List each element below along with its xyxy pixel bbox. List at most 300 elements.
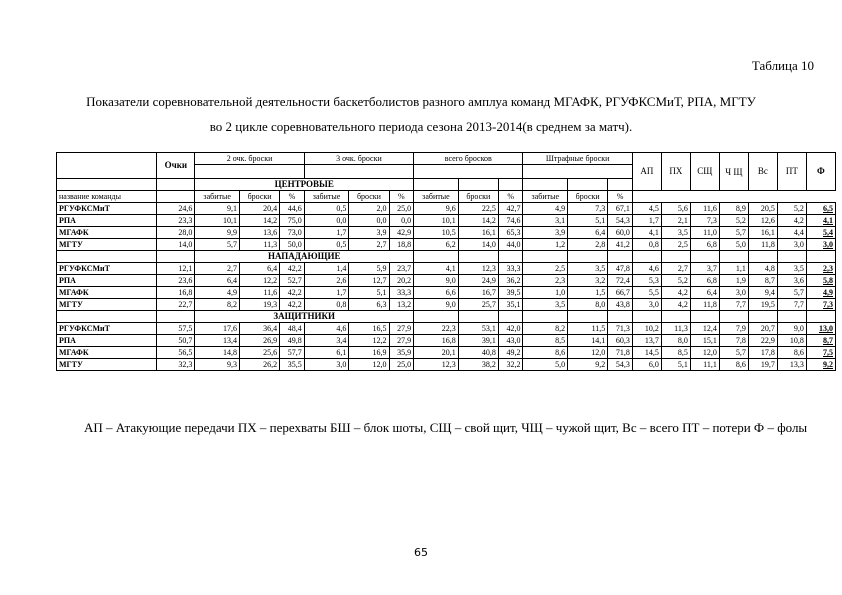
value-cell: 8,0 (661, 335, 690, 347)
value-cell: 43,8 (608, 299, 633, 311)
header-empty-cell (57, 153, 157, 179)
subheader-made: забитые (414, 191, 459, 203)
value-cell: 1,7 (304, 227, 349, 239)
value-cell: 0,0 (389, 215, 414, 227)
value-cell: 9,1 (195, 203, 240, 215)
section-empty-cell (458, 251, 498, 263)
header-px: ПХ (661, 153, 690, 191)
value-cell: 8,7 (806, 335, 835, 347)
section-empty-cell (690, 251, 719, 263)
table-row (57, 227, 836, 239)
value-cell: 13,3 (777, 359, 806, 371)
table-row (57, 359, 836, 371)
section-empty-cell (57, 311, 157, 323)
section-empty-cell (414, 311, 459, 323)
value-cell: 5,7 (195, 239, 240, 251)
section-empty-cell (632, 251, 661, 263)
value-cell: 7,5 (806, 347, 835, 359)
value-cell: 49,2 (498, 347, 523, 359)
section-empty-cell (568, 311, 608, 323)
value-cell: 35,5 (280, 359, 305, 371)
value-cell: 11,8 (690, 299, 719, 311)
value-cell: 14,8 (195, 347, 240, 359)
value-cell: 13,7 (632, 335, 661, 347)
value-cell: 2,3 (523, 275, 568, 287)
value-cell: 44,0 (498, 239, 523, 251)
value-cell: 16,1 (458, 227, 498, 239)
value-cell: 25,6 (239, 347, 279, 359)
team-name-cell: РПА (57, 275, 157, 287)
section-empty-cell (608, 251, 633, 263)
subheader-attempts: броски (239, 191, 279, 203)
value-cell: 38,2 (458, 359, 498, 371)
team-name-cell: МГТУ (57, 239, 157, 251)
table-row (57, 203, 836, 215)
value-cell: 20,2 (389, 275, 414, 287)
value-cell: 6,4 (239, 263, 279, 275)
section-empty-cell (719, 251, 748, 263)
value-cell: 5,2 (719, 215, 748, 227)
value-cell: 2,1 (661, 215, 690, 227)
section-empty-cell (661, 251, 690, 263)
table-row (57, 239, 836, 251)
value-cell: 42,2 (280, 263, 305, 275)
value-cell: 6,8 (690, 275, 719, 287)
value-cell: 5,0 (523, 359, 568, 371)
value-cell: 4,4 (777, 227, 806, 239)
value-cell: 11,6 (239, 287, 279, 299)
value-cell: 7,8 (719, 335, 748, 347)
value-cell: 1,5 (568, 287, 608, 299)
value-cell: 9,9 (195, 227, 240, 239)
value-cell: 25,7 (458, 299, 498, 311)
value-cell: 2,5 (523, 263, 568, 275)
section-empty-cell (498, 251, 523, 263)
value-cell: 50,0 (280, 239, 305, 251)
value-cell: 18,8 (389, 239, 414, 251)
value-cell: 3,0 (806, 239, 835, 251)
value-cell: 8,7 (748, 275, 777, 287)
value-cell: 3,5 (777, 263, 806, 275)
team-name-cell: РПА (57, 215, 157, 227)
value-cell: 6,6 (414, 287, 459, 299)
value-cell: 11,0 (690, 227, 719, 239)
value-cell: 12,2 (349, 335, 389, 347)
value-cell: 14,2 (458, 215, 498, 227)
abbreviation-legend: АП – Атакующие передачи ПХ – перехваты БШ – блок шоты, СЩ – свой щит, ЧЩ – чужой щит, Вс – всего ПТ – потери Ф – фолы (84, 420, 808, 435)
value-cell: 42,7 (498, 203, 523, 215)
value-cell: 14,0 (458, 239, 498, 251)
section-empty-cell (458, 311, 498, 323)
value-cell: 8,5 (661, 347, 690, 359)
section-empty-cell (458, 179, 498, 191)
value-cell: 71,3 (608, 323, 633, 335)
value-cell: 75,0 (280, 215, 305, 227)
value-cell: 12,1 (157, 263, 195, 275)
value-cell: 6,4 (690, 287, 719, 299)
value-cell: 5,0 (719, 239, 748, 251)
value-cell: 3,0 (719, 287, 748, 299)
team-name-cell: МГТУ (57, 359, 157, 371)
value-cell: 1,9 (719, 275, 748, 287)
section-empty-cell (608, 311, 633, 323)
value-cell: 20,1 (414, 347, 459, 359)
value-cell: 10,2 (632, 323, 661, 335)
table-row (57, 215, 836, 227)
section-empty-cell (690, 311, 719, 323)
value-cell: 13,0 (806, 323, 835, 335)
value-cell: 3,5 (661, 227, 690, 239)
value-cell: 22,3 (414, 323, 459, 335)
value-cell: 3,1 (523, 215, 568, 227)
subheader-made: забитые (195, 191, 240, 203)
header-spacer (523, 165, 632, 179)
value-cell: 5,6 (661, 203, 690, 215)
value-cell: 9,0 (414, 275, 459, 287)
value-cell: 4,2 (777, 215, 806, 227)
value-cell: 13,4 (195, 335, 240, 347)
section-empty-cell (498, 311, 523, 323)
value-cell: 8,2 (195, 299, 240, 311)
section-empty-cell (806, 311, 835, 323)
section-empty-cell (414, 179, 459, 191)
header-row-top (57, 153, 836, 165)
value-cell: 2,8 (568, 239, 608, 251)
value-cell: 4,6 (304, 323, 349, 335)
value-cell: 14,2 (239, 215, 279, 227)
value-cell: 23,3 (157, 215, 195, 227)
value-cell: 2,7 (349, 239, 389, 251)
value-cell: 6,8 (690, 239, 719, 251)
value-cell: 23,6 (157, 275, 195, 287)
section-empty-cell (523, 179, 568, 191)
value-cell: 4,1 (632, 227, 661, 239)
value-cell: 27,9 (389, 323, 414, 335)
section-empty-cell (632, 311, 661, 323)
value-cell: 42,2 (280, 287, 305, 299)
value-cell: 8,6 (523, 347, 568, 359)
value-cell: 36,4 (239, 323, 279, 335)
subheader-attempts: броски (568, 191, 608, 203)
value-cell: 4,2 (661, 287, 690, 299)
value-cell: 10,1 (195, 215, 240, 227)
header-spacer (414, 165, 523, 179)
value-cell: 6,4 (195, 275, 240, 287)
value-cell: 12,6 (748, 215, 777, 227)
value-cell: 60,0 (608, 227, 633, 239)
section-empty-cell (661, 311, 690, 323)
value-cell: 8,2 (523, 323, 568, 335)
value-cell: 12,2 (239, 275, 279, 287)
section-empty-cell (498, 179, 523, 191)
subheader-row (57, 191, 836, 203)
value-cell: 47,8 (608, 263, 633, 275)
value-cell: 11,1 (690, 359, 719, 371)
value-cell: 14,5 (632, 347, 661, 359)
value-cell: 14,1 (568, 335, 608, 347)
section-empty-cell (748, 311, 777, 323)
value-cell: 12,3 (458, 263, 498, 275)
value-cell: 26,9 (239, 335, 279, 347)
team-name-cell: РПА (57, 335, 157, 347)
value-cell: 3,4 (304, 335, 349, 347)
value-cell: 54,3 (608, 359, 633, 371)
table-row (57, 323, 836, 335)
table-title-line2: во 2 цикле соревновательного периода сезона 2013-2014(в среднем за матч). (209, 119, 633, 134)
section-empty-cell (157, 251, 195, 263)
value-cell: 32,3 (157, 359, 195, 371)
value-cell: 11,3 (239, 239, 279, 251)
value-cell: 4,9 (523, 203, 568, 215)
value-cell: 8,0 (568, 299, 608, 311)
value-cell: 9,6 (414, 203, 459, 215)
section-empty-cell (568, 251, 608, 263)
header-team-name: название команды (57, 191, 157, 203)
subheader-pct: % (498, 191, 523, 203)
value-cell: 16,1 (748, 227, 777, 239)
value-cell: 5,8 (806, 275, 835, 287)
header-three-pt: 3 очк. броски (304, 153, 413, 165)
table-row (57, 263, 836, 275)
team-name-cell: МГАФК (57, 287, 157, 299)
value-cell: 8,9 (719, 203, 748, 215)
value-cell: 1,2 (523, 239, 568, 251)
value-cell: 20,7 (748, 323, 777, 335)
section-empty-cell (777, 311, 806, 323)
value-cell: 3,5 (568, 263, 608, 275)
value-cell: 20,5 (748, 203, 777, 215)
header-vs: Вс (748, 153, 777, 191)
value-cell: 73,0 (280, 227, 305, 239)
header-spacer (304, 165, 413, 179)
value-cell: 74,6 (498, 215, 523, 227)
section-row (57, 251, 836, 263)
team-name-cell: РГУФКСМиТ (57, 203, 157, 215)
value-cell: 26,2 (239, 359, 279, 371)
value-cell: 19,3 (239, 299, 279, 311)
value-cell: 0,8 (632, 239, 661, 251)
value-cell: 9,2 (806, 359, 835, 371)
value-cell: 3,0 (777, 239, 806, 251)
value-cell: 5,2 (777, 203, 806, 215)
value-cell: 12,0 (349, 359, 389, 371)
section-title: НАПАДАЮЩИЕ (195, 251, 414, 263)
value-cell: 2,3 (806, 263, 835, 275)
value-cell: 5,1 (349, 287, 389, 299)
value-cell: 12,3 (414, 359, 459, 371)
section-empty-cell (806, 251, 835, 263)
team-name-cell: РГУФКСМиТ (57, 323, 157, 335)
value-cell: 6,3 (349, 299, 389, 311)
value-cell: 33,3 (498, 263, 523, 275)
value-cell: 17,6 (195, 323, 240, 335)
value-cell: 5,2 (661, 275, 690, 287)
value-cell: 66,7 (608, 287, 633, 299)
value-cell: 6,4 (568, 227, 608, 239)
value-cell: 39,1 (458, 335, 498, 347)
subheader-attempts: броски (458, 191, 498, 203)
section-empty-cell (748, 251, 777, 263)
value-cell: 15,1 (690, 335, 719, 347)
section-empty-cell (57, 179, 157, 191)
team-name-cell: МГТУ (57, 299, 157, 311)
value-cell: 8,6 (777, 347, 806, 359)
value-cell: 42,2 (280, 299, 305, 311)
value-cell: 22,5 (458, 203, 498, 215)
value-cell: 72,4 (608, 275, 633, 287)
page-number: 65 (414, 546, 428, 559)
value-cell: 5,7 (777, 287, 806, 299)
value-cell: 19,7 (748, 359, 777, 371)
value-cell: 0,0 (304, 215, 349, 227)
value-cell: 22,7 (157, 299, 195, 311)
value-cell: 5,7 (719, 227, 748, 239)
value-cell: 8,5 (523, 335, 568, 347)
value-cell: 4,1 (414, 263, 459, 275)
value-cell: 50,7 (157, 335, 195, 347)
value-cell: 2,7 (195, 263, 240, 275)
value-cell: 13,2 (389, 299, 414, 311)
value-cell: 4,9 (806, 287, 835, 299)
value-cell: 1,4 (304, 263, 349, 275)
value-cell: 7,9 (719, 323, 748, 335)
value-cell: 9,0 (414, 299, 459, 311)
value-cell: 48,4 (280, 323, 305, 335)
value-cell: 49,8 (280, 335, 305, 347)
value-cell: 11,6 (690, 203, 719, 215)
section-empty-cell (719, 311, 748, 323)
subheader-made: забитые (304, 191, 349, 203)
value-cell: 16,8 (157, 287, 195, 299)
value-cell: 54,3 (608, 215, 633, 227)
value-cell: 3,6 (777, 275, 806, 287)
value-cell: 52,7 (280, 275, 305, 287)
value-cell: 5,4 (806, 227, 835, 239)
header-spacer (195, 165, 304, 179)
value-cell: 10,1 (414, 215, 459, 227)
section-empty-cell (414, 251, 459, 263)
value-cell: 16,5 (349, 323, 389, 335)
value-cell: 0,8 (304, 299, 349, 311)
value-cell: 7,3 (806, 299, 835, 311)
value-cell: 7,7 (719, 299, 748, 311)
value-cell: 3,5 (523, 299, 568, 311)
value-cell: 24,9 (458, 275, 498, 287)
header-pt: ПТ (777, 153, 806, 191)
value-cell: 28,0 (157, 227, 195, 239)
value-cell: 6,1 (304, 347, 349, 359)
value-cell: 4,8 (748, 263, 777, 275)
value-cell: 4,9 (195, 287, 240, 299)
value-cell: 11,8 (748, 239, 777, 251)
header-ssh: СЩ (690, 153, 719, 191)
value-cell: 5,5 (632, 287, 661, 299)
value-cell: 8,6 (719, 359, 748, 371)
value-cell: 1,7 (632, 215, 661, 227)
header-points: Очки (157, 153, 195, 179)
value-cell: 9,3 (195, 359, 240, 371)
header-two-pt: 2 очк. броски (195, 153, 304, 165)
value-cell: 42,9 (389, 227, 414, 239)
value-cell: 57,5 (157, 323, 195, 335)
value-cell: 2,0 (349, 203, 389, 215)
team-name-cell: РГУФКСМиТ (57, 263, 157, 275)
value-cell: 7,7 (777, 299, 806, 311)
subheader-attempts: броски (349, 191, 389, 203)
value-cell: 36,2 (498, 275, 523, 287)
value-cell: 4,1 (806, 215, 835, 227)
header-f: Ф (806, 153, 835, 191)
section-empty-cell (777, 251, 806, 263)
header-chsh: Ч Щ (719, 153, 748, 191)
value-cell: 12,4 (690, 323, 719, 335)
value-cell: 1,1 (719, 263, 748, 275)
value-cell: 3,0 (304, 359, 349, 371)
value-cell: 32,2 (498, 359, 523, 371)
value-cell: 3,7 (690, 263, 719, 275)
value-cell: 22,9 (748, 335, 777, 347)
section-empty-cell (523, 251, 568, 263)
subheader-pct: % (280, 191, 305, 203)
value-cell: 33,3 (389, 287, 414, 299)
value-cell: 9,2 (568, 359, 608, 371)
value-cell: 65,3 (498, 227, 523, 239)
value-cell: 3,9 (349, 227, 389, 239)
subheader-empty-cell (157, 191, 195, 203)
value-cell: 0,5 (304, 239, 349, 251)
value-cell: 4,5 (632, 203, 661, 215)
value-cell: 27,9 (389, 335, 414, 347)
team-name-cell: МГАФК (57, 227, 157, 239)
value-cell: 16,8 (414, 335, 459, 347)
value-cell: 60,3 (608, 335, 633, 347)
subheader-pct: % (389, 191, 414, 203)
value-cell: 6,2 (414, 239, 459, 251)
value-cell: 71,8 (608, 347, 633, 359)
value-cell: 23,7 (389, 263, 414, 275)
section-title: ЗАЩИТНИКИ (195, 311, 414, 323)
value-cell: 5,1 (661, 359, 690, 371)
value-cell: 44,6 (280, 203, 305, 215)
value-cell: 0,0 (349, 215, 389, 227)
value-cell: 39,5 (498, 287, 523, 299)
value-cell: 56,5 (157, 347, 195, 359)
value-cell: 41,2 (608, 239, 633, 251)
value-cell: 2,5 (661, 239, 690, 251)
value-cell: 14,0 (157, 239, 195, 251)
value-cell: 24,6 (157, 203, 195, 215)
value-cell: 10,8 (777, 335, 806, 347)
value-cell: 19,5 (748, 299, 777, 311)
value-cell: 5,1 (568, 215, 608, 227)
subheader-made: забитые (523, 191, 568, 203)
table-row (57, 275, 836, 287)
section-empty-cell (608, 179, 633, 191)
value-cell: 3,0 (632, 299, 661, 311)
header-free-throws: Штрафные броски (523, 153, 632, 165)
value-cell: 5,9 (349, 263, 389, 275)
value-cell: 5,3 (632, 275, 661, 287)
value-cell: 35,9 (389, 347, 414, 359)
table-row (57, 299, 836, 311)
value-cell: 20,4 (239, 203, 279, 215)
value-cell: 35,1 (498, 299, 523, 311)
value-cell: 57,7 (280, 347, 305, 359)
section-empty-cell (57, 251, 157, 263)
stats-table (56, 152, 836, 371)
value-cell: 3,9 (523, 227, 568, 239)
value-cell: 12,0 (690, 347, 719, 359)
